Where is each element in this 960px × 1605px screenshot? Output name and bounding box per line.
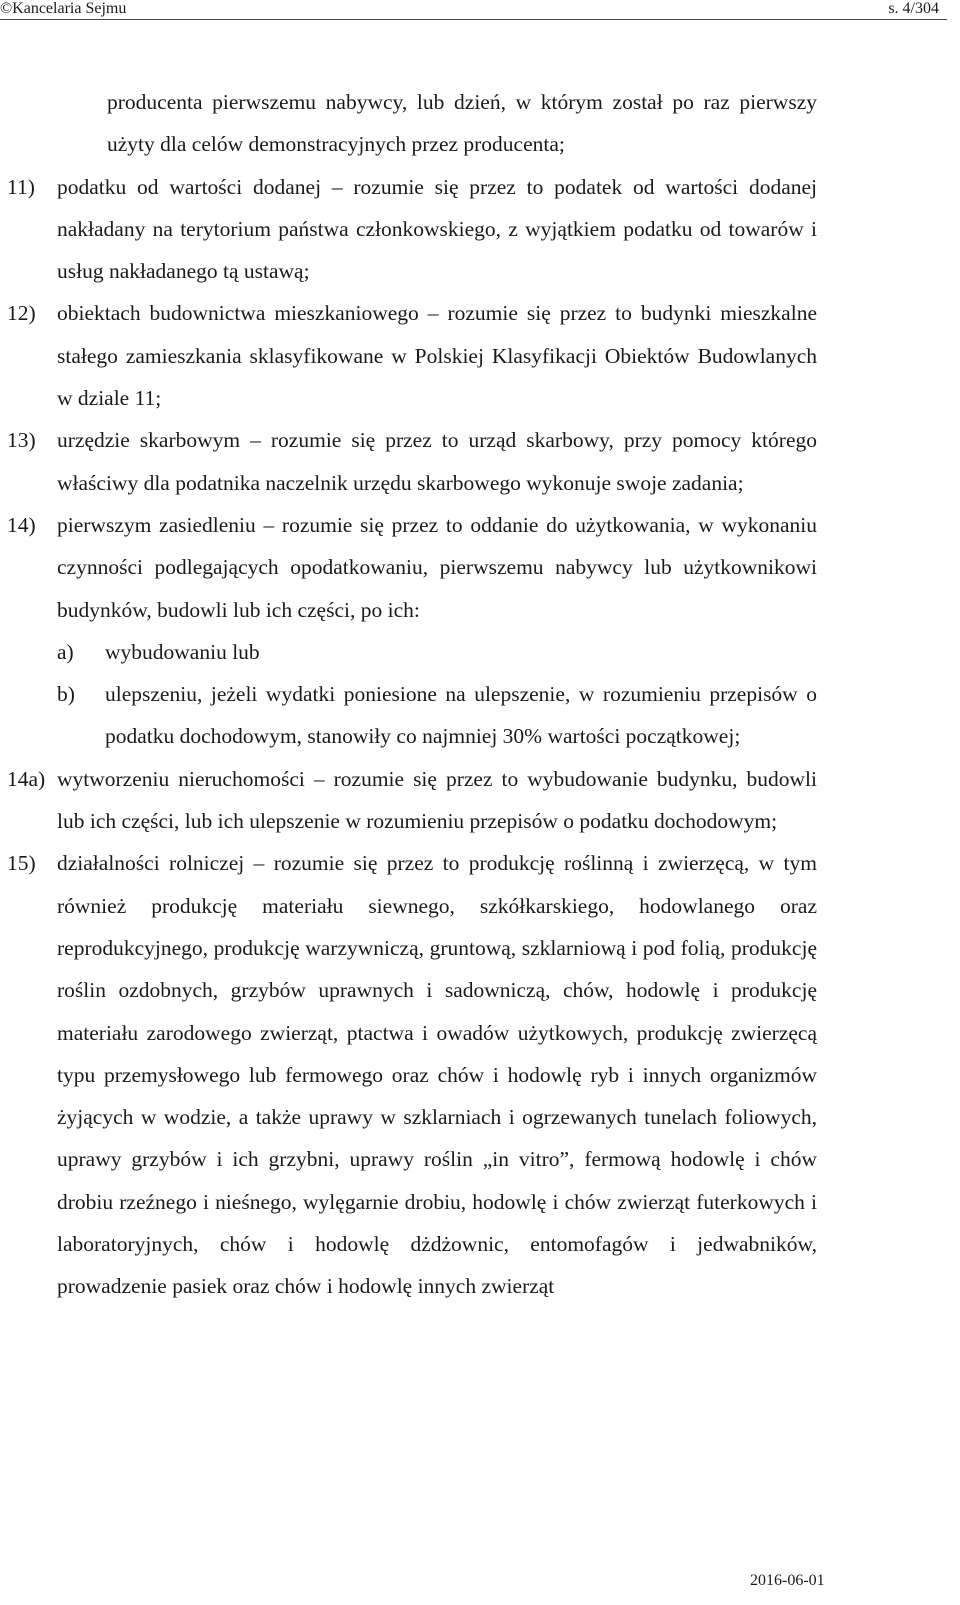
entry-text: producenta pierwszemu nabywcy, lub dzień, w którym został po raz pierwszy użyty dla celów demonstracyjnych przez producenta; [107,90,817,157]
sub-item-b [57,673,817,758]
entry-text: działalności rolniczej – rozumie się przez to produkcję roślinną i zwierzęcą, w tym również produkcję materiału siewnego, szkółkarskiego, hodowlanego oraz reprodukcyjnego, produkcję warzywniczą, gruntową, szklarniową i pod folią, produkcję roślin ozdobnych, grzybów uprawnych i sadowniczą, chów, hodowlę i produkcję materiału zarodowego zwierząt, ptactwa i owadów użytkowych, produkcję zwierzęcą typu przemysłowego lub fermowego oraz chów i hodowlę ryb i innych organizmów żyjących w wodzie, a także uprawy w szklarniach i ogrzewanych tunelach foliowych, uprawy grzybów i ich grzybni, uprawy roślin „in vitro”, fermową hodowlę i chów drobiu rzeźnego i nieśnego, wylęgarnie drobiu, hodowlę i chów zwierząt futerkowych i laboratoryjnych, chów i hodowlę dżdżownic, entomofagów i jedwabników, prowadzenie pasiek oraz chów i hodowlę innych zwierząt [57,851,817,1299]
entry-text: wybudowaniu lub [105,639,260,664]
entry-text: obiektach budownictwa mieszkaniowego – rozumie się przez to budynki mieszkalne stałego zamieszkania sklasyfikowane w Polskiej Klasyfikacji Obiektów Budowlanych w dziale 11; [57,301,817,411]
definition-item-11 [7,166,817,293]
header-publisher: ©Kancelaria Sejmu [0,0,127,17]
entry-text: ulepszeniu, jeżeli wydatki poniesione na ulepszenie, w rozumieniu przepisów o podatku dochodowym, stanowiły co najmniej 30% wartości początkowej; [105,682,817,749]
sub-item-letter: b) [57,682,75,707]
entry-text: pierwszym zasiedleniu – rozumie się przez to oddanie do użytkowania, w wykonaniu czynności podlegających opodatkowaniu, pierwszemu nabywcy lub użytkownikowi budynków, budowli lub ich części, po ich: [57,512,817,622]
item-number: 13) [7,428,36,453]
definition-item-14a [7,758,817,843]
page-header [0,0,947,21]
footer-date: 2016-06-01 [750,1572,825,1589]
entry-text: podatku od wartości dodanej – rozumie się przez to podatek od wartości dodanej nakładany na terytorium państwa członkowskiego, z wyjątkiem podatku od towarów i usług nakładanego tą ustawą; [57,174,817,284]
document-body [0,81,960,1308]
sub-item-a [57,631,817,673]
item-number: 11) [7,174,35,199]
item-number: 14a) [7,766,46,791]
definition-item-15 [7,842,817,1307]
entry-text: urzędzie skarbowym – rozumie się przez to urząd skarbowy, przy pomocy którego właściwy dla podatnika naczelnik urzędu skarbowego wykonuje swoje zadania; [57,428,817,495]
item-number: 12) [7,301,36,326]
item-number: 14) [7,512,36,537]
definition-item-12 [7,292,817,419]
header-page-number: s. 4/304 [888,0,939,17]
definition-item-13 [7,419,817,504]
header-divider [0,19,947,20]
entry-text: wytworzeniu nieruchomości – rozumie się przez to wybudowanie budynku, budowli lub ich części, lub ich ulepszenie w rozumieniu przepisów o podatku dochodowym; [57,766,817,834]
definition-item-14 [7,504,817,631]
sub-item-letter: a) [57,639,74,664]
item-number: 15) [7,851,36,876]
continuation-paragraph [107,81,817,166]
